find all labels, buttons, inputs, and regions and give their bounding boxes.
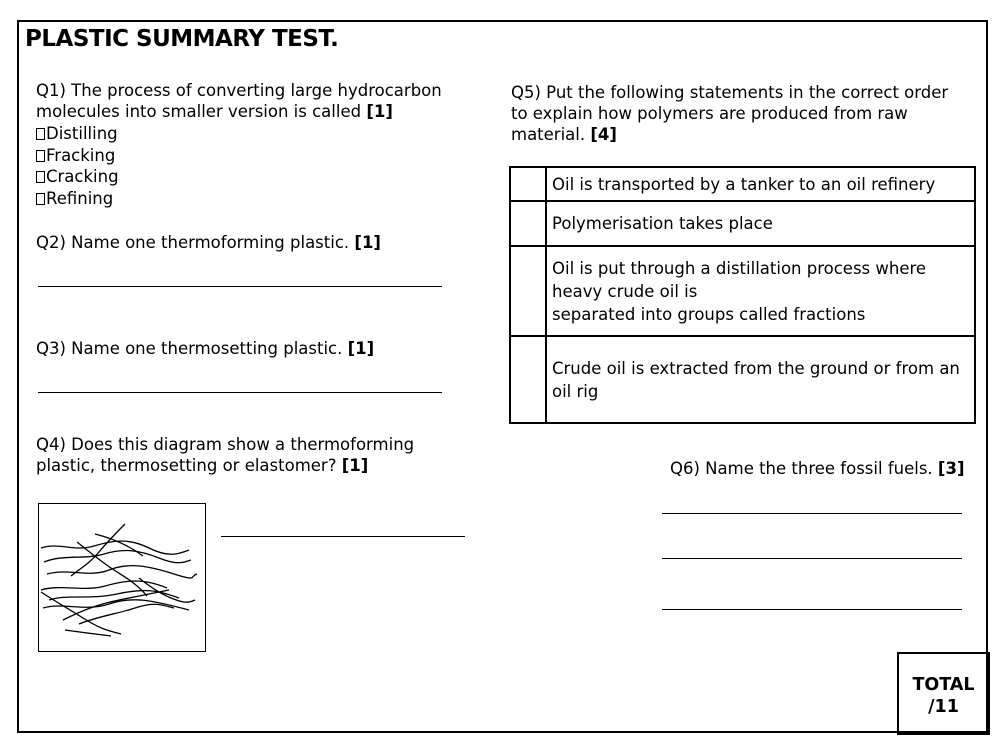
q1-marks: [1] — [366, 102, 393, 121]
q3-question — [36, 338, 374, 359]
q6-marks: [3] — [937, 459, 965, 478]
q3-answer-line[interactable] — [38, 392, 442, 393]
q1-option-fracking[interactable]: Fracking — [36, 145, 119, 167]
q3-text: Q3) Name one thermosetting plastic. — [36, 339, 343, 358]
total-box — [897, 652, 990, 735]
q5-statement-3-line2: separated into groups called fractions — [552, 304, 866, 324]
q5-text-line3: material. — [511, 125, 586, 144]
q4-marks: [1] — [341, 456, 369, 475]
polymer-chains-diagram — [38, 503, 206, 652]
q4-text-line2: plastic, thermosetting or elastomer? — [36, 456, 337, 475]
q2-answer-line[interactable] — [38, 286, 442, 287]
q4-question — [36, 434, 414, 476]
q1-option-refining[interactable]: Refining — [36, 188, 119, 210]
q6-text: Q6) Name the three fossil fuels. — [670, 459, 933, 478]
q2-marks: [1] — [354, 233, 381, 252]
q1-text-line1: Q1) The process of converting large hydrocarbon — [36, 81, 442, 100]
q5-order-input-1[interactable] — [510, 167, 546, 201]
q6-question — [670, 458, 965, 479]
q5-question — [511, 82, 948, 145]
q6-answer-line-3[interactable] — [662, 609, 962, 610]
q5-statement-4: Crude oil is extracted from the ground or from an oil rig — [546, 336, 975, 423]
q1-text-line2: molecules into smaller version is called — [36, 102, 362, 121]
q5-statement-1: Oil is transported by a tanker to an oil refinery — [546, 167, 975, 201]
q1-options — [36, 123, 119, 209]
checkbox-icon[interactable] — [36, 128, 45, 140]
q1-option-distilling[interactable]: Distilling — [36, 123, 119, 145]
q4-text-line1: Q4) Does this diagram show a thermoforming — [36, 435, 415, 454]
q5-text-line2: to explain how polymers are produced from raw — [511, 104, 908, 123]
q5-order-input-2[interactable] — [510, 201, 546, 246]
q6-answer-line-1[interactable] — [662, 513, 962, 514]
checkbox-icon[interactable] — [36, 171, 45, 183]
q5-statement-3-cell — [546, 246, 975, 336]
checkbox-icon[interactable] — [36, 193, 45, 205]
q5-text-line1: Q5) Put the following statements in the correct order — [511, 83, 949, 102]
q5-order-input-4[interactable] — [510, 336, 546, 423]
table-row — [510, 201, 975, 246]
q2-question — [36, 232, 381, 253]
q1-option-cracking[interactable]: Cracking — [36, 166, 119, 188]
q5-statement-2: Polymerisation takes place — [546, 201, 975, 246]
checkbox-icon[interactable] — [36, 150, 45, 162]
q5-order-input-3[interactable] — [510, 246, 546, 336]
total-label: TOTAL — [912, 675, 975, 695]
table-row — [510, 167, 975, 201]
polymer-chains-icon — [39, 504, 205, 651]
table-row — [510, 336, 975, 423]
q5-statement-3-line1: Oil is put through a distillation process where heavy crude oil is — [552, 258, 927, 301]
q3-marks: [1] — [347, 339, 375, 358]
q5-marks: [4] — [590, 125, 617, 144]
page-title: PLASTIC SUMMARY TEST. — [25, 26, 339, 52]
total-value: /11 — [928, 697, 959, 717]
q5-ordering-table — [509, 166, 976, 424]
table-row — [510, 246, 975, 336]
q4-answer-line[interactable] — [221, 536, 465, 537]
q2-text: Q2) Name one thermoforming plastic. — [36, 233, 350, 252]
q6-answer-line-2[interactable] — [662, 558, 962, 559]
q1-question — [36, 80, 442, 122]
